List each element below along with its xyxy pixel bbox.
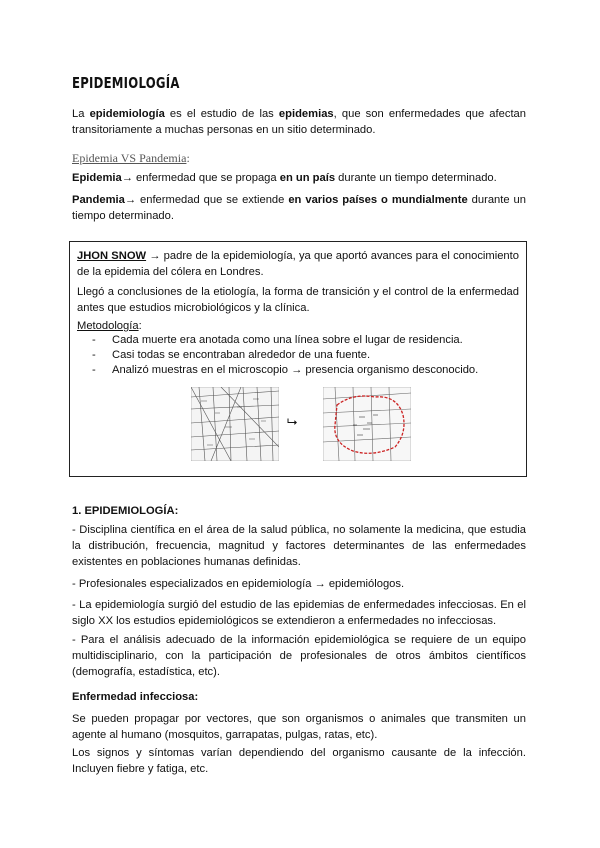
bold-phrase: en varios países o mundialmente [288, 194, 468, 206]
section-2-heading: Enfermedad infecciosa: [72, 691, 199, 703]
section-1-heading: 1. EPIDEMIOLOGÍA: [72, 505, 179, 517]
term-pandemia: Pandemia [72, 194, 125, 206]
definition-text: → enfermedad que se propaga [121, 172, 280, 184]
snow-paragraph [77, 248, 519, 280]
bullet-dash: - [92, 334, 96, 346]
intro-text: La [72, 108, 90, 120]
subheading-text: Epidemia VS Pandemia [72, 151, 187, 165]
intro-text: , que son enfermedades que afectan transitoriamente a muchas personas en un sitio determinado. [72, 108, 526, 136]
list-item-text: Analizó muestras en el microscopio → presencia organismo desconocido. [112, 364, 479, 376]
methodology-colon: : [138, 320, 142, 332]
transition-arrow-icon: ⮡ [287, 414, 298, 429]
section-2-paragraph: Se pueden propagar por vectores, que son organismos o animales que transmiten un agente al humano (mosquitos, garrapatas, pulgas, ratas, etc). [72, 713, 526, 741]
list-item [92, 363, 478, 378]
subheading-colon: : [186, 151, 190, 165]
definition-text: durante un tiempo determinado. [72, 194, 526, 222]
page-title: EPIDEMIOLOGÍA [72, 74, 180, 92]
bullet-dash: - [92, 364, 96, 376]
list-item [92, 333, 478, 348]
london-street-map-image [191, 387, 279, 461]
section-2-paragraph: Los signos y síntomas varían dependiendo del organismo causante de la infección. Incluyen fiebre y fatiga, etc. [72, 747, 526, 775]
section-1-paragraph: - La epidemiología surgió del estudio de las epidemias de enfermedades infecciosas. En el siglo XX los estudios epidemiológicos se extendieron a enfermedades no infecciosas. [72, 599, 526, 627]
bullet-dash: - [92, 349, 96, 361]
snow-name: JHON SNOW [77, 250, 147, 262]
methodology-list [92, 333, 478, 378]
methodology-label-text: Metodología [77, 320, 139, 332]
methodology-label [77, 318, 519, 334]
conclusions-paragraph: Llegó a conclusiones de la etiología, la forma de transición y el control de la enfermedad antes que estudios microbiológicos y la clínica. [77, 286, 519, 314]
definition-text: durante un tiempo determinado. [335, 172, 497, 184]
list-item [92, 348, 478, 363]
list-item-text: Casi todas se encontraban alrededor de una fuente. [112, 349, 371, 361]
definition-text: → enfermedad que se extiende [124, 194, 289, 206]
john-snow-box [69, 241, 527, 477]
pandemia-definition [72, 192, 526, 224]
intro-bold-term: epidemias [278, 108, 334, 120]
section-1-paragraph: - Disciplina científica en el área de la salud pública, no solamente la medicina, que estudia la distribución, frecuencia, magnitud y factores determinantes de las enfermedades existentes en poblaciones humanas definidas. [72, 524, 526, 568]
epidemia-definition [72, 170, 526, 186]
intro-bold-term: epidemiología [89, 108, 165, 120]
intro-text: es el estudio de las [164, 108, 279, 120]
subheading-epidemia-vs-pandemia [72, 151, 190, 166]
cholera-deaths-map-image [323, 387, 411, 461]
snow-text: → padre de la epidemiología, ya que aportó avances para el conocimiento de la epidemia del cólera en Londres. [77, 250, 519, 278]
intro-paragraph [72, 106, 526, 138]
bold-phrase: en un país [279, 172, 336, 184]
list-item-text: Cada muerte era anotada como una línea sobre el lugar de residencia. [112, 334, 463, 346]
section-1-paragraph: - Profesionales especializados en epidemiología → epidemiólogos. [72, 578, 405, 590]
term-epidemia: Epidemia [72, 172, 122, 184]
section-1-paragraph: - Para el análisis adecuado de la información epidemiológica se requiere de un equipo multidisciplinario, con la participación de profesionales de otros ámbitos científicos (demografía, estadística, etc). [72, 634, 526, 678]
